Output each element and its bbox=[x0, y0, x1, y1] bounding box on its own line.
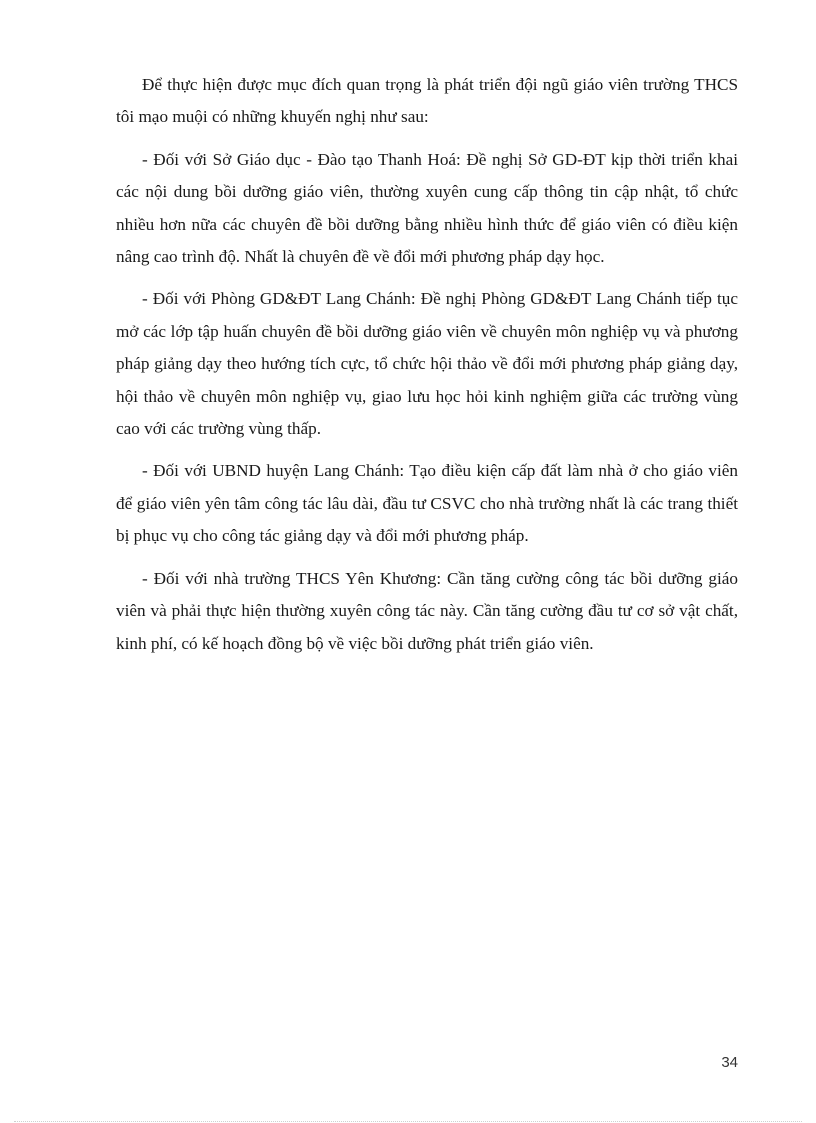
recommendation-district-education-office: - Đối với Phòng GD&ĐT Lang Chánh: Đề nghị Phòng GD&ĐT Lang Chánh tiếp tục mở các lớp tập huấn chuyên đề bồi dưỡng giáo viên về chuyên môn nghiệp vụ và phương pháp giảng dạy theo hướng tích cực, tổ chức hội thảo về đổi mới phương pháp giảng dạy, hội thảo về chuyên môn nghiệp vụ, giao lưu học hỏi kinh nghiệm giữa các trường vùng cao với các trường vùng thấp. bbox=[116, 289, 738, 439]
recommendation-school: - Đối với nhà trường THCS Yên Khương: Cần tăng cường công tác bồi dưỡng giáo viên và phải thực hiện thường xuyên công tác này. Cần tăng cường đầu tư cơ sở vật chất, kinh phí, có kế hoạch đồng bộ về việc bồi dưỡng phát triển giáo viên. bbox=[116, 568, 738, 653]
recommendation-district-peoples-committee: - Đối với UBND huyện Lang Chánh: Tạo điều kiện cấp đất làm nhà ở cho giáo viên để giáo viên yên tâm công tác lâu dài, đầu tư CSVC cho nhà trường nhất là các trang thiết bị phục vụ cho công tác giảng dạy và đổi mới phương pháp. bbox=[116, 461, 738, 546]
page-number: 34 bbox=[721, 1054, 738, 1071]
intro-paragraph: Để thực hiện được mục đích quan trọng là phát triển đội ngũ giáo viên trường THCS tôi mạo muội có những khuyến nghị như sau: bbox=[116, 75, 738, 127]
document-body bbox=[116, 69, 738, 670]
page-bottom-divider bbox=[14, 1121, 802, 1122]
recommendation-department-of-education: - Đối với Sở Giáo dục - Đào tạo Thanh Hoá: Đề nghị Sở GD-ĐT kịp thời triển khai các nội dung bồi dưỡng giáo viên, thường xuyên cung cấp thông tin cập nhật, tổ chức nhiều hơn nữa các chuyên đề bồi dưỡng bằng nhiều hình thức để giáo viên có điều kiện nâng cao trình độ. Nhất là chuyên đề về đổi mới phương pháp dạy học. bbox=[116, 149, 738, 267]
